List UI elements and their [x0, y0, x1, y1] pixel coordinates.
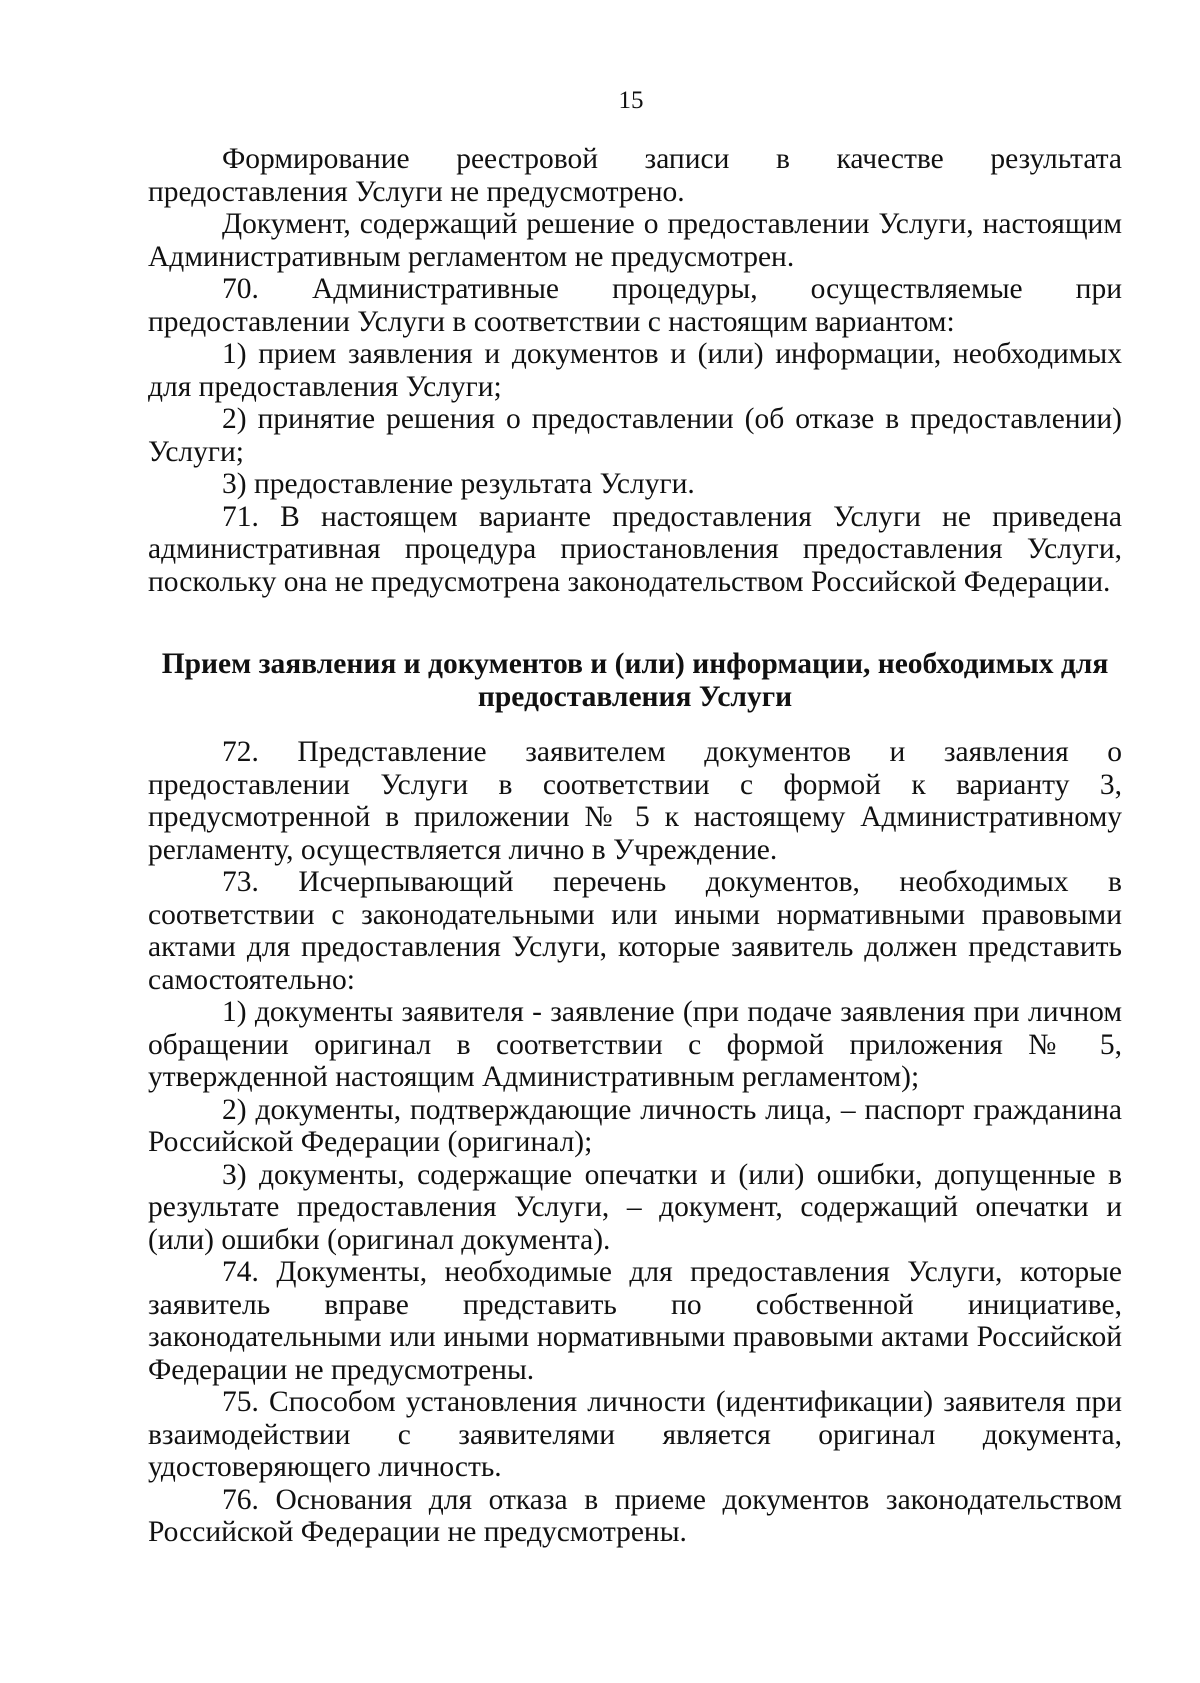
- paragraph-75: 75. Способом установления личности (идентификации) заявителя при взаимодействии с заявителями является оригинал документа, удостоверяющего личность.: [148, 1386, 1122, 1483]
- list-item-70-3: 3) предоставление результата Услуги.: [222, 468, 695, 500]
- list-item-73-2: 2) документы, подтверждающие личность лица, – паспорт гражданина Российской Федерации (оригинал);: [148, 1093, 1122, 1158]
- page-number: 15: [618, 87, 644, 114]
- paragraph-76: 76. Основания для отказа в приеме документов законодательством Российской Федерации не предусмотрены.: [148, 1483, 1122, 1548]
- paragraph-71: 71. В настоящем варианте предоставления Услуги не приведена административная процедура приостановления предоставления Услуги, поскольку она не предусмотрена законодательством Российской Федерации.: [148, 500, 1122, 598]
- paragraph-74: 74. Документы, необходимые для предоставления Услуги, которые заявитель вправе представить по собственной инициативе, законодательными или иными нормативными правовыми актами Российской Федерации не предусмотрены.: [148, 1256, 1122, 1386]
- paragraph-registry-record: Формирование реестровой записи в качестве результата предоставления Услуги не предусмотрено.: [148, 143, 1122, 208]
- list-item-73-3: 3) документы, содержащие опечатки и (или) ошибки, допущенные в результате предоставления Услуги, – документ, содержащий опечатки и (или) ошибки (оригинал документа).: [148, 1158, 1122, 1256]
- text-block-top: [148, 143, 1122, 598]
- list-item-70-1: 1) прием заявления и документов и (или) информации, необходимых для предоставления Услуги;: [148, 338, 1122, 403]
- paragraph-72: 72. Представление заявителем документов и заявления о предоставлении Услуги в соответствии с формой к варианту 3, предусмотренной в приложении № 5 к настоящему Административному регламенту, осуществляется лично в Учреждение.: [148, 736, 1122, 866]
- text-block-bottom: [148, 736, 1122, 1549]
- list-item-73-1: 1) документы заявителя - заявление (при подаче заявления при личном обращении оригинал в соответствии с формой приложения № 5, утвержденной настоящим Административным регламентом);: [148, 996, 1122, 1093]
- paragraph-decision-document: Документ, содержащий решение о предоставлении Услуги, настоящим Административным регламентом не предусмотрен.: [148, 208, 1122, 273]
- paragraph-70: 70. Административные процедуры, осуществляемые при предоставлении Услуги в соответствии с настоящим вариантом:: [148, 273, 1122, 338]
- list-item-70-2: 2) принятие решения о предоставлении (об отказе в предоставлении) Услуги;: [148, 403, 1122, 468]
- paragraph-73: 73. Исчерпывающий перечень документов, необходимых в соответствии с законодательными или иными нормативными правовыми актами для предоставления Услуги, которые заявитель должен представить самостоятельно:: [148, 866, 1122, 996]
- section-heading: Прием заявления и документов и (или) информации, необходимых для предоставления Услуги: [161, 648, 1109, 713]
